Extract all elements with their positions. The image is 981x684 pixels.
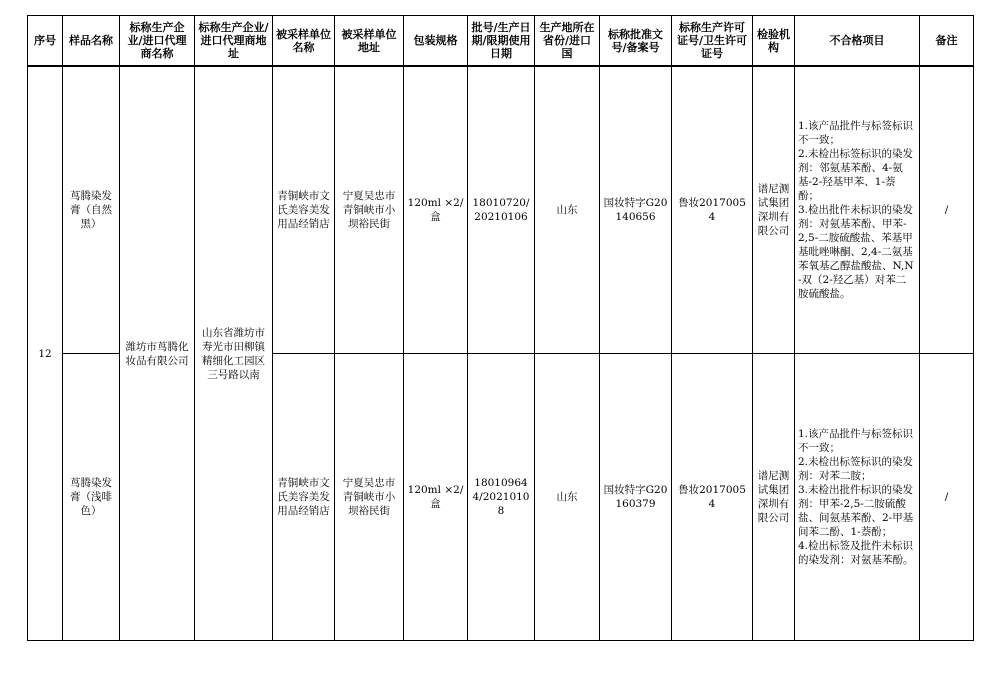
header-defects: 不合格项目 bbox=[795, 16, 920, 67]
approval-no-cell: 国妆特字G20160379 bbox=[600, 354, 672, 641]
package-cell: 120ml ×2/盒 bbox=[404, 66, 468, 354]
sampled-unit-address-cell: 宁夏吴忠市青铜峡市小坝裕民街 bbox=[335, 66, 404, 354]
sampled-unit-name-cell: 青铜峡市文氏美容美发用品经销店 bbox=[273, 66, 335, 354]
header-sampled-unit-address: 被采样单位地址 bbox=[335, 16, 404, 67]
sampled-unit-address-cell: 宁夏吴忠市青铜峡市小坝裕民街 bbox=[335, 354, 404, 641]
header-origin: 生产地所在省份/进口国 bbox=[535, 16, 600, 67]
defect-item: 2.未检出标签标识的染发剂：对苯二胺； bbox=[798, 456, 914, 482]
remark-cell: / bbox=[920, 66, 974, 354]
batch-cell: 180109644/20210108 bbox=[468, 354, 535, 641]
defect-item: 3.检出批件未标识的染发剂：对氨基苯酚、甲苯-2,5-二胺硫酸盐、苯基甲基吡唑啉酮、2,4-二氨基苯氧基乙醇盐酸盐、N,N-双（2-羟乙基）对苯二胺硫酸盐。 bbox=[798, 204, 914, 300]
approval-no-cell: 国妆特字G20140656 bbox=[600, 66, 672, 354]
inspection-table bbox=[27, 15, 974, 641]
header-sample-name: 样品名称 bbox=[63, 16, 120, 67]
seq-cell: 12 bbox=[28, 66, 63, 641]
defect-item: 4.检出标签及批件未标识的染发剂：对氨基苯酚。 bbox=[798, 540, 914, 566]
header-approval-no: 标称批准文号/备案号 bbox=[600, 16, 672, 67]
defect-item: 1.该产品批件与标签标识不一致； bbox=[798, 120, 914, 146]
lab-cell: 谱尼测试集团深圳有限公司 bbox=[753, 66, 795, 354]
license-no-cell: 鲁妆20170054 bbox=[672, 354, 753, 641]
sampled-unit-name-cell: 青铜峡市文氏美容美发用品经销店 bbox=[273, 354, 335, 641]
lab-cell: 谱尼测试集团深圳有限公司 bbox=[753, 354, 795, 641]
origin-cell: 山东 bbox=[535, 354, 600, 641]
defect-item: 1.该产品批件与标签标识不一致； bbox=[798, 428, 914, 454]
table-row bbox=[28, 66, 974, 354]
header-seq: 序号 bbox=[28, 16, 63, 67]
header-remark: 备注 bbox=[920, 16, 974, 67]
batch-cell: 18010720/20210106 bbox=[468, 66, 535, 354]
header-lab: 检验机构 bbox=[753, 16, 795, 67]
license-no-cell: 鲁妆20170054 bbox=[672, 66, 753, 354]
defects-cell bbox=[795, 66, 920, 354]
defect-item: 2.未检出标签标识的染发剂：邻氨基苯酚、4-氨基-2-羟基甲苯、1-萘酚； bbox=[798, 148, 914, 202]
defect-item: 3.未检出批件标识的染发剂：甲苯-2,5-二胺硫酸盐、间氨基苯酚、2-甲基间苯二酚、1-萘酚； bbox=[798, 484, 914, 538]
sample-name-cell: 茑腾染发膏（自然黑） bbox=[63, 66, 120, 354]
manufacturer-name-cell: 潍坊市茑腾化妆品有限公司 bbox=[120, 66, 195, 641]
header-manufacturer-address: 标称生产企业/进口代理商地址 bbox=[195, 16, 273, 67]
package-cell: 120ml ×2/盒 bbox=[404, 354, 468, 641]
header-batch: 批号/生产日期/限期使用日期 bbox=[468, 16, 535, 67]
header-row bbox=[28, 16, 974, 67]
header-manufacturer-name: 标称生产企业/进口代理商名称 bbox=[120, 16, 195, 67]
manufacturer-address-cell: 山东省潍坊市寿光市田柳镇精细化工园区三号路以南 bbox=[195, 66, 273, 641]
header-license-no: 标称生产许可证号/卫生许可证号 bbox=[672, 16, 753, 67]
origin-cell: 山东 bbox=[535, 66, 600, 354]
remark-cell: / bbox=[920, 354, 974, 641]
header-sampled-unit-name: 被采样单位名称 bbox=[273, 16, 335, 67]
defects-cell bbox=[795, 354, 920, 641]
sample-name-cell: 茑腾染发膏（浅啡色） bbox=[63, 354, 120, 641]
header-package: 包装规格 bbox=[404, 16, 468, 67]
